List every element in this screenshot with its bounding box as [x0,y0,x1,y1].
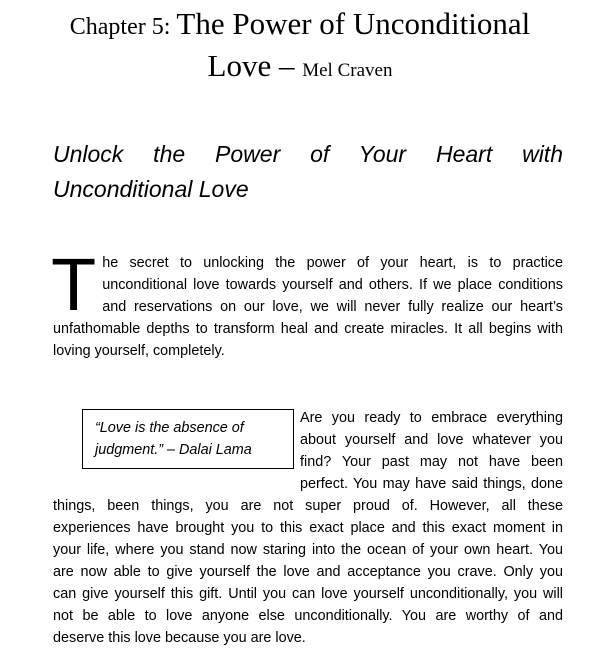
paragraph-line: experiences have brought you to this exact place and this exact moment in [53,520,563,536]
paragraph-line: perfect. You may have said things, done [300,476,563,492]
chapter-prefix: Chapter 5: [69,14,177,40]
second-paragraph-side [300,407,563,495]
drop-cap: T [51,243,97,326]
paragraph-line: can give yourself this gift. Until you can love yourself unconditionally, you will [53,586,563,602]
pull-quote-box [82,409,294,469]
chapter-title-line2: Love [207,48,272,83]
chapter-title-line1: The Power of Unconditional [176,6,531,41]
second-paragraph-continuation [53,495,563,649]
chapter-title-separator: – [271,48,303,83]
paragraph-line: are now able to give yourself the love and acceptance you crave. Only you [53,564,563,580]
paragraph-line: about yourself and love whatever you [300,432,563,448]
section-heading-line1: Unlock the Power of Your Heart with [53,141,563,167]
paragraph-line: deserve this love because you are love. [53,630,306,646]
chapter-title [40,6,560,90]
section-heading [53,137,563,207]
paragraph-line: Are you ready to embrace everything [300,410,563,426]
chapter-author: Mel Craven [302,60,393,81]
section-heading-line2: Unconditional Love [53,176,249,202]
intro-paragraph-text: he secret to unlocking the power of your heart, is to practice unconditional love towards yourself and others. If we place conditions and reservations on our love, we will never fully realize our heart’s unfathomable depths to transform heal and create miracles. It all begins with loving yourself, completely. [53,255,563,359]
pull-quote-text: “Love is the absence of judgment.” – Dalai Lama [95,420,252,458]
paragraph-line: things, been things, you are not super proud of. However, all these [53,498,563,514]
paragraph-line: find? Your past may not have been [300,454,563,470]
paragraph-line: not be able to love anyone else unconditionally. You are worthy of and [53,608,563,624]
intro-paragraph [51,243,563,362]
paragraph-line: your life, where you stand now staring into the ocean of your own heart. You [53,542,563,558]
